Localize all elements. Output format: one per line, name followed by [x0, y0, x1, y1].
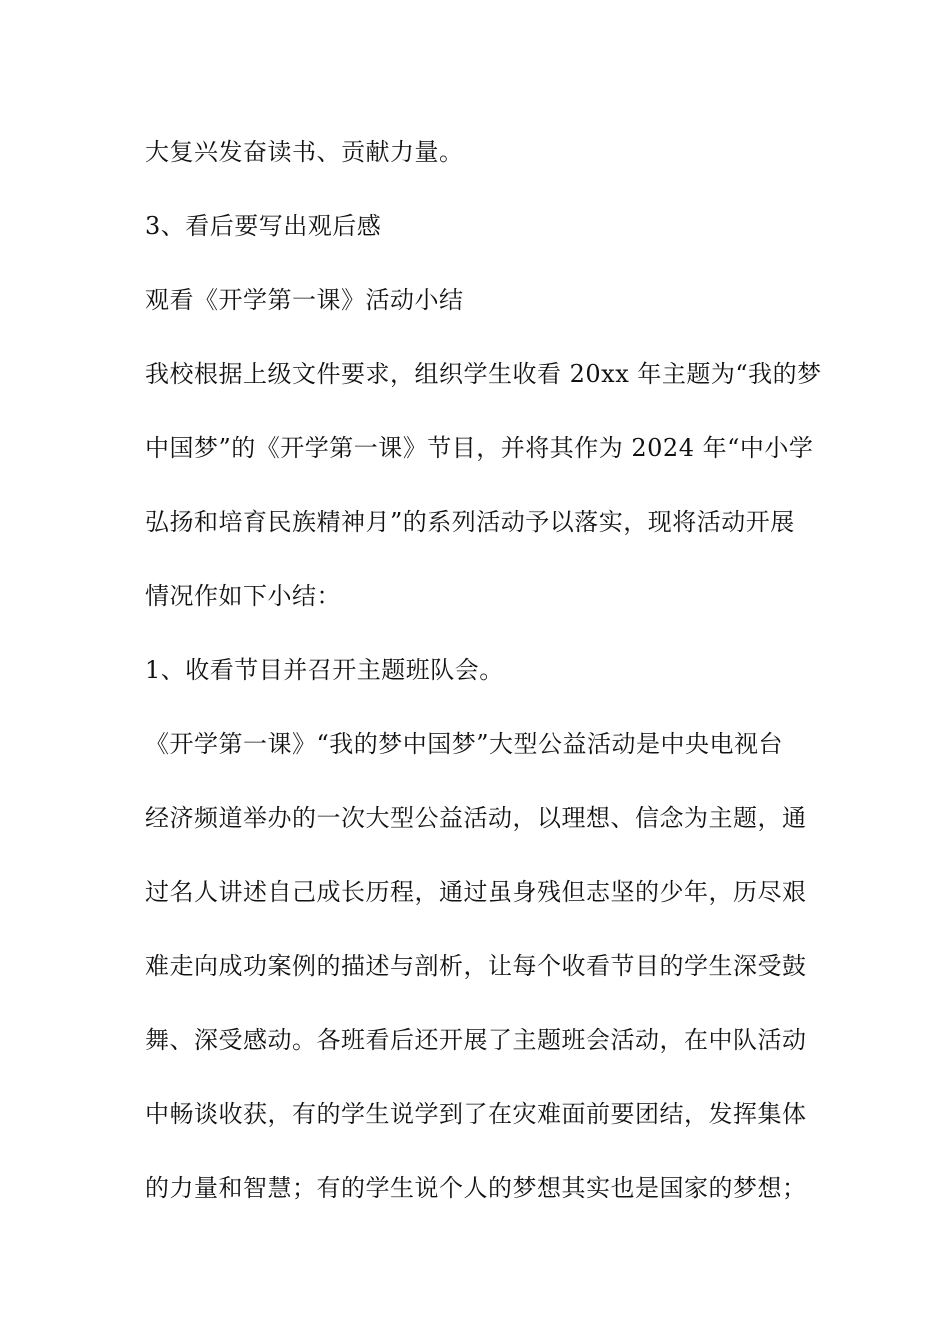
text-line: 的力量和智慧；有的学生说个人的梦想其实也是国家的梦想；	[145, 1174, 807, 1202]
text-line: 情况作如下小结：	[145, 582, 341, 610]
section-heading: 1、收看节目并召开主题班队会。	[145, 656, 504, 684]
text-line: 舞、深受感动。各班看后还开展了主题班会活动，在中队活动	[145, 1026, 807, 1054]
text-line: 经济频道举办的一次大型公益活动，以理想、信念为主题，通	[145, 804, 807, 832]
text-line: 中国梦”的《开学第一课》节目，并将其作为 2024 年“中小学	[145, 434, 814, 462]
text-line: 我校根据上级文件要求，组织学生收看 20xx 年主题为“我的梦	[145, 360, 822, 388]
text-line: 《开学第一课》“我的梦中国梦”大型公益活动是中央电视台	[145, 730, 784, 758]
text-line: 难走向成功案例的描述与剖析，让每个收看节目的学生深受鼓	[145, 952, 807, 980]
text-line: 中畅谈收获，有的学生说学到了在灾难面前要团结，发挥集体	[145, 1100, 807, 1128]
text-line: 弘扬和培育民族精神月”的系列活动予以落实，现将活动开展	[145, 508, 795, 536]
document-title: 观看《开学第一课》活动小结	[145, 286, 464, 314]
section-heading: 3、看后要写出观后感	[145, 212, 382, 240]
text-line: 大复兴发奋读书、贡献力量。	[145, 138, 464, 166]
text-line: 过名人讲述自己成长历程，通过虽身残但志坚的少年，历尽艰	[145, 878, 807, 906]
